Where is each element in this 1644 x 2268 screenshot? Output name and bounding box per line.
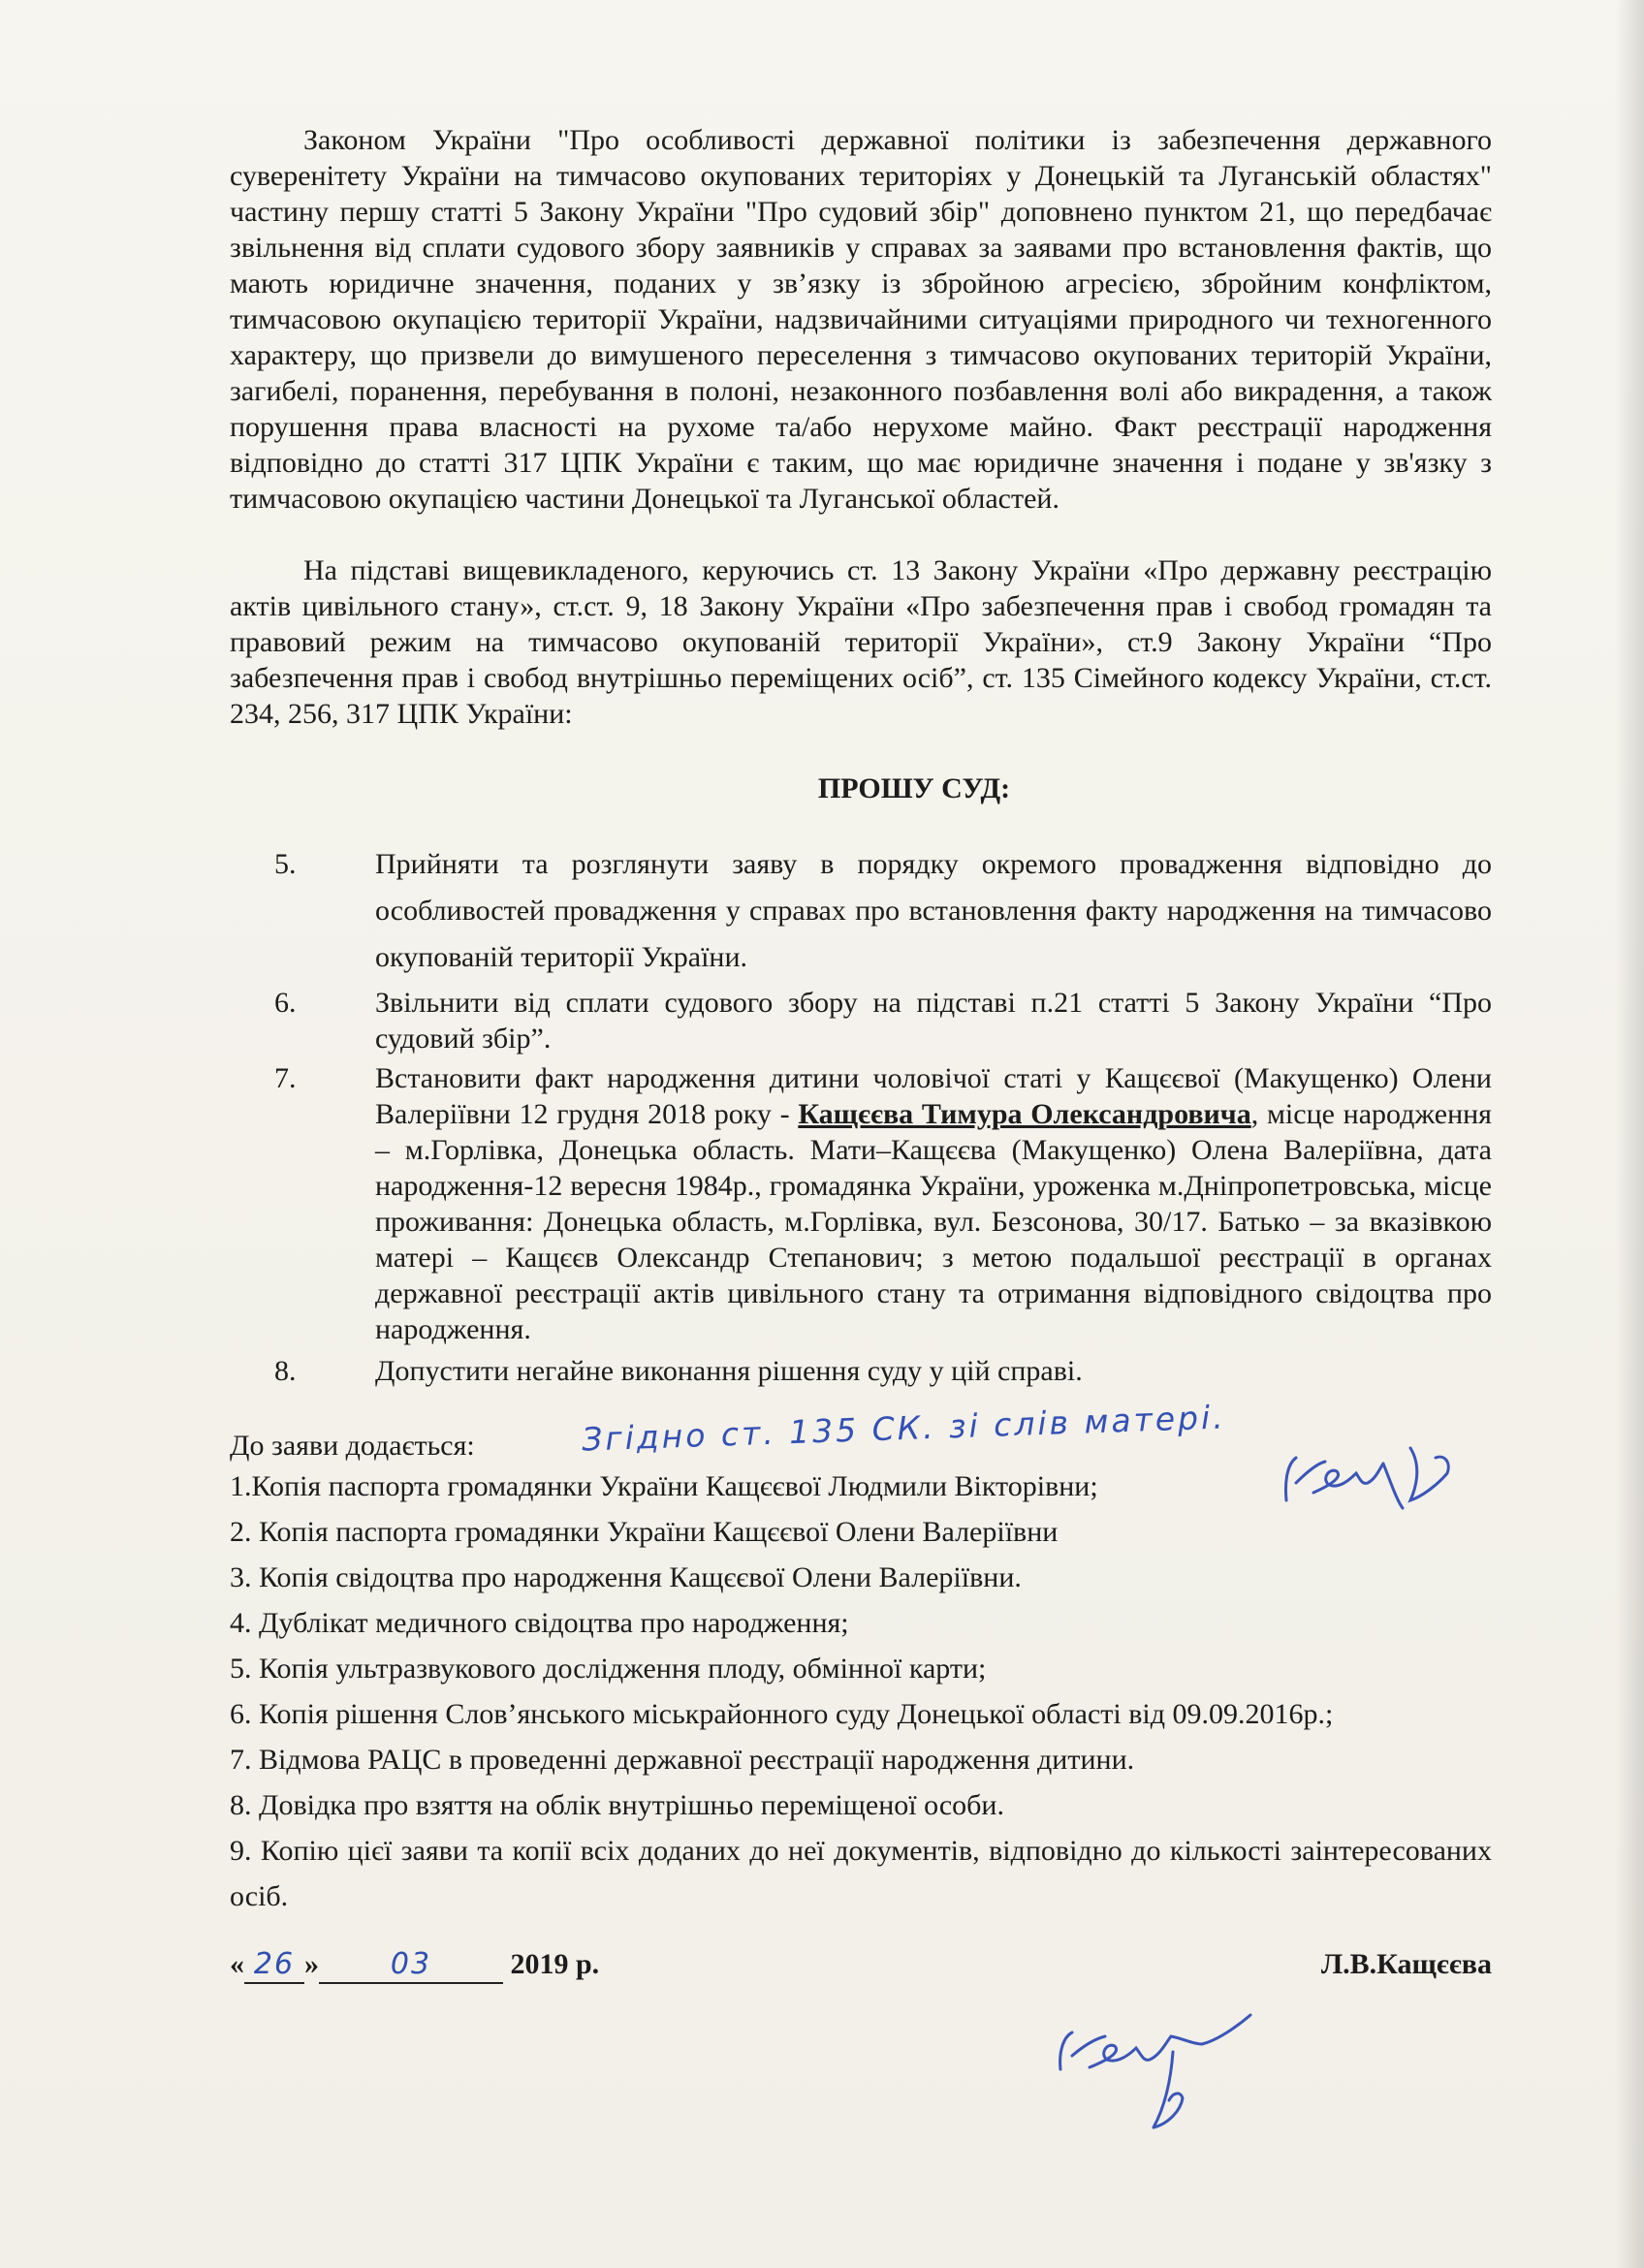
request-item-5 [230,841,1492,981]
child-name: Кащєєва Тимура Олександровича [798,1098,1251,1130]
request-text-before: Встановити факт народження дитини чоловічої статі у Кащєєвої (Макущенко) Олени Валеріївни 12 грудня 2018 року - [375,1062,1492,1130]
attachments-list [230,1464,1492,1919]
date-day: 26 [253,1947,296,1981]
attachment-item: 1.Копія паспорта громадянки України Кащєєвої Людмили Вікторівни; [230,1470,1098,1502]
document-body [230,122,1492,2004]
paragraph-grounds: На підставі вищевикладеного, керуючись ст. 13 Закону України «Про державну реєстрацію актів цивільного стану», ст.ст. 9, 18 Закону України «Про забезпечення прав і свобод громадян та правовий режим на тимчасово окупованій території України», ст.9 Закону України “Про забезпечення прав і свобод внутрішньо переміщених осіб”, ст. 135 Сімейного кодексу України, ст.ст. 234, 256, 317 ЦПК України: [230,554,1492,730]
date-month: 03 [390,1947,432,1981]
attachment-item: 9. Копію цієї заяви та копії всіх доданих до неї документів, відповідно до кількості заінтересованих осіб. [230,1835,1492,1912]
request-text: Звільнити від сплати судового збору на підставі п.21 статті 5 Закону України “Про судовий збір”. [375,987,1492,1055]
request-text-after: , місце народження – м.Горлівка, Донецька область. Мати–Кащєєва (Макущенко) Олена Валеріївна, дата народження-12 вересня 1984р., громадянка України, уроженка м.Дніпропетровська, місце проживання: Донецька область, м.Горлівка, вул. Безсонова, 30/17. Батько – за вказівкою матері – Кащєєв Олександр Степанович; з метою подальшої реєстрації в органах державної реєстрації актів цивільного стану та отримання відповідного свідоцтва про народження. [375,1098,1492,1345]
paragraph-law: Законом України "Про особливості державної політики із забезпечення державного суверенітету України на тимчасово окупованих територіях у Донецькій та Луганській областях" частину першу статті 5 Закону України "Про судовий збір" доповнено пунктом 21, що передбачає звільнення від сплати судового збору заявників у справах за заявами про встановлення фактів, що мають юридичне значення, поданих у зв’язку із збройною агресією, збройним конфліктом, тимчасовою окупацією території України, надзвичайними ситуаціями природного чи техногенного характеру, що призвели до вимушеного переселення з тимчасово окупованих територій України, загибелі, поранення, перебування в полоні, незаконного позбавлення волі або викрадення, а також порушення права власності на рухоме та/або нерухоме майно. Факт реєстрації народження відповідно до статті 317 ЦПК України є таким, що має юридичне значення і подане у зв'язку з тимчасовою окупацією частини Донецької та Луганської областей. [230,124,1492,515]
request-text: Прийняти та розглянути заяву в порядку окремого провадження відповідно до особливостей провадження у справах про встановлення факту народження на тимчасово окупованій території України. [375,848,1492,973]
attachment-item: 6. Копія рішення Слов’янського міськрайонного суду Донецької області від 09.09.2016р.; [230,1698,1334,1730]
request-item-7 [230,1060,1492,1347]
attachment-item: 5. Копія ультразвукового дослідження плоду, обмінної карти; [230,1653,987,1685]
date-month-blank [319,1946,503,1984]
signature-mark-2 [1047,2001,1260,2166]
signer-name: Л.В.Кащєєва [1320,1948,1492,1980]
attachment-item: 8. Довідка про взяття на облік внутрішньо переміщеної особи. [230,1789,1004,1821]
date-signature-line [230,1946,1492,2004]
date-day-blank [244,1946,304,1984]
scan-edge-shadow [1615,0,1644,2268]
date-open-quote: « [230,1948,244,1980]
handwritten-note: Згідно ст. 135 СК. зі слів матері. [581,1398,1227,1459]
signature-mark-1 [1275,1425,1469,1531]
request-item-6 [230,985,1492,1056]
date-year: 2019 р. [510,1948,600,1980]
date-close-quote: » [304,1948,319,1980]
attachments-title: До заяви додається: [230,1430,475,1462]
request-number: 8. [274,1355,297,1387]
request-list [230,841,1492,1389]
attachment-item: 3. Копія свідоцтва про народження Кащєєвої Олени Валеріївни. [230,1561,1022,1593]
request-heading: ПРОШУ СУД: [817,772,1011,804]
request-item-8 [230,1353,1492,1389]
attachment-item: 2. Копія паспорта громадянки України Кащєєвої Олени Валеріївни [230,1516,1059,1548]
request-number: 7. [274,1062,297,1094]
request-text: Допустити негайне виконання рішення суду у цій справі. [375,1355,1083,1387]
attachment-item: 7. Відмова РАЦС в проведенні державної реєстрації народження дитини. [230,1744,1135,1776]
request-number: 6. [274,987,297,1019]
request-number: 5. [274,848,297,880]
attachment-item: 4. Дублікат медичного свідоцтва про народження; [230,1607,849,1639]
